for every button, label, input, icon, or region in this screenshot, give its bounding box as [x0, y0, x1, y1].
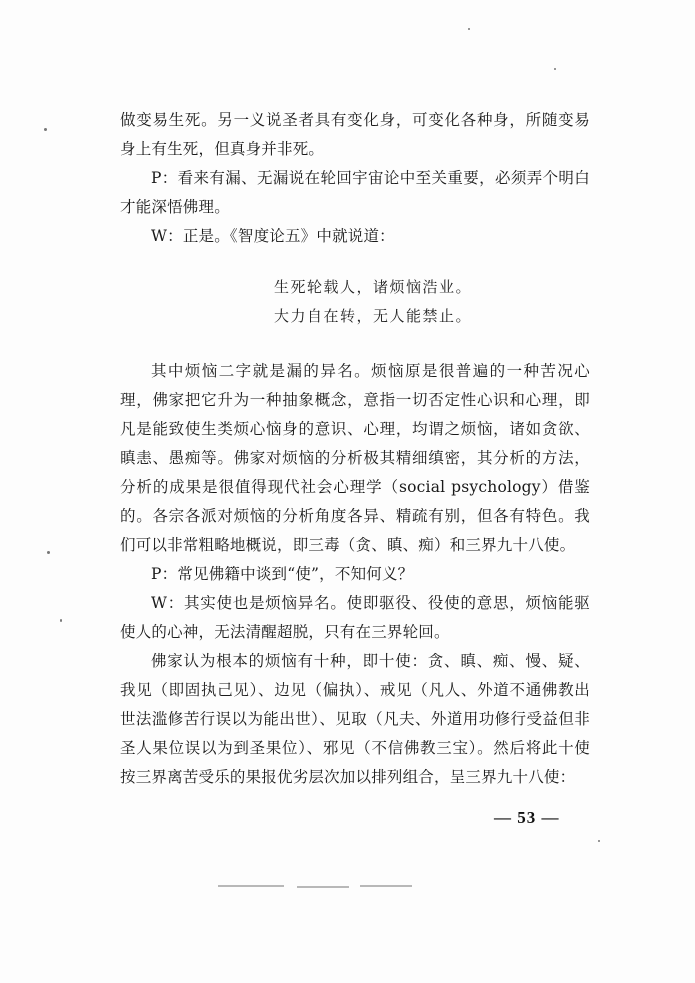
paragraph: P：常见佛籍中谈到“使”，不知何义？ — [151, 565, 414, 583]
body-text — [120, 106, 590, 792]
scan-speck — [554, 68, 556, 70]
paragraph: P：看来有漏、无漏说在轮回宇宙论中至关重要，必须弄个明白才能深悟佛理。 — [120, 169, 590, 216]
scan-speck — [468, 28, 470, 30]
scan-speck — [598, 840, 600, 842]
paragraph: 佛家认为根本的烦恼有十种，即十使：贪、瞋、痴、慢、疑、我见（即固执己见）、边见（偏执）、戒见（凡人、外道不通佛教出世法滥修苦行误以为能出世）、见取（凡夫、外道用功修行受益但非圣人果位误以为到圣果位）、邪见（不信佛教三宝）。然后将此十使按三界离苦受乐的果报优劣层次加以排列组合，呈三界九十八使： — [120, 652, 590, 786]
page-number: — 53 — — [494, 808, 560, 827]
scan-speck — [60, 619, 62, 622]
scan-smudge — [218, 885, 284, 887]
paragraph: 其中烦恼二字就是漏的异名。烦恼原是很普遍的一种苦况心理，佛家把它升为一种抽象概念，意指一切否定性心识和心理，即凡是能致使生类烦心恼身的意识、心理，均谓之烦恼，诸如贪欲、瞋恚、愚痴等。佛家对烦恼的分析极其精细缜密，其分析的方法，分析的成果是很值得现代社会心理学（social psychology）借鉴的。各宗各派对烦恼的分析角度各异、精疏有别，但各有特色。我们可以非常粗略地概说，即三毒（贪、瞋、痴）和三界九十八使。 — [120, 362, 590, 554]
paragraph: W：正是。《智度论五》中就说道： — [151, 227, 395, 245]
verse-line: 大力自在转，无人能禁止。 — [274, 307, 473, 325]
verse-quote — [120, 273, 590, 331]
verse-line: 生死轮载人，诸烦恼浩业。 — [274, 278, 473, 296]
scan-smudge — [297, 886, 349, 888]
paragraph: 做变易生死。另一义说圣者具有变化身，可变化各种身，所随变易身上有生死，但真身并非死。 — [120, 111, 590, 158]
scan-smudge — [360, 885, 412, 887]
scan-speck — [47, 551, 50, 554]
paragraph: W：其实使也是烦恼异名。使即驱役、役使的意思，烦恼能驱使人的心神，无法清醒超脱，只有在三界轮回。 — [120, 594, 590, 641]
scan-speck — [44, 128, 47, 131]
